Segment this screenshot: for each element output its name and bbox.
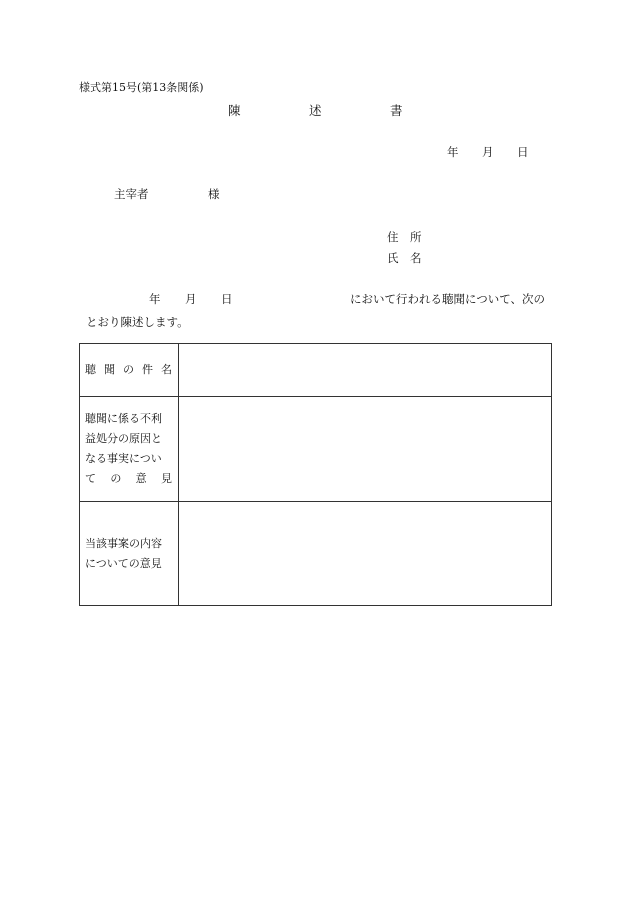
label-char: 見 [160, 472, 172, 485]
case-opinion-field[interactable] [179, 502, 551, 605]
label-line: 聴聞に係る不利 [85, 412, 162, 425]
statement-table [79, 343, 552, 606]
hearing-month-label: 月 [185, 292, 197, 306]
label-line: 益処分の原因と [85, 432, 162, 445]
table-row-case-opinion [80, 501, 551, 605]
label-char: の [123, 363, 134, 376]
label-line [85, 469, 172, 489]
document-title-char-2: 述 [309, 103, 322, 118]
row-label-hearing-subject [80, 344, 179, 396]
addressee-honorific: 様 [208, 187, 220, 201]
label-char: 件 [142, 363, 153, 376]
label-char: 聞 [104, 363, 115, 376]
name-label-char-1: 氏 [387, 251, 399, 265]
address-label-char-1: 住 [387, 230, 399, 244]
document-title-char-1: 陳 [228, 103, 241, 118]
hearing-subject-field[interactable] [179, 344, 551, 396]
label-char: て [85, 472, 96, 485]
row-label-facts-opinion [80, 397, 179, 501]
row-label-case-opinion [80, 502, 179, 605]
label-char: 聴 [85, 363, 96, 376]
label-char: の [110, 472, 122, 485]
name-label-char-2: 名 [410, 251, 422, 265]
date-day-label: 日 [517, 145, 529, 159]
address-label-char-2: 所 [410, 230, 422, 244]
facts-opinion-field[interactable] [179, 397, 551, 501]
label-line: についての意見 [85, 556, 162, 570]
table-row-facts-opinion [80, 396, 551, 501]
document-title-char-3: 書 [390, 103, 403, 118]
addressee-label: 主宰者 [114, 187, 149, 201]
label-char: 名 [161, 363, 172, 376]
label-line [85, 360, 172, 380]
label-line: 当該事案の内容 [85, 536, 162, 550]
hearing-day-label: 日 [221, 292, 233, 306]
form-number: 様式第15号(第13条関係) [79, 81, 204, 94]
date-year-label: 年 [447, 145, 459, 159]
label-char: 意 [135, 472, 147, 485]
label-line: なる事実につい [85, 452, 162, 465]
body-text-line-1: において行われる聴聞について、次の [350, 292, 546, 306]
hearing-year-label: 年 [149, 292, 161, 306]
date-month-label: 月 [482, 145, 494, 159]
body-text-line-2: とおり陳述します。 [86, 315, 189, 329]
table-row-hearing-subject [80, 344, 551, 396]
